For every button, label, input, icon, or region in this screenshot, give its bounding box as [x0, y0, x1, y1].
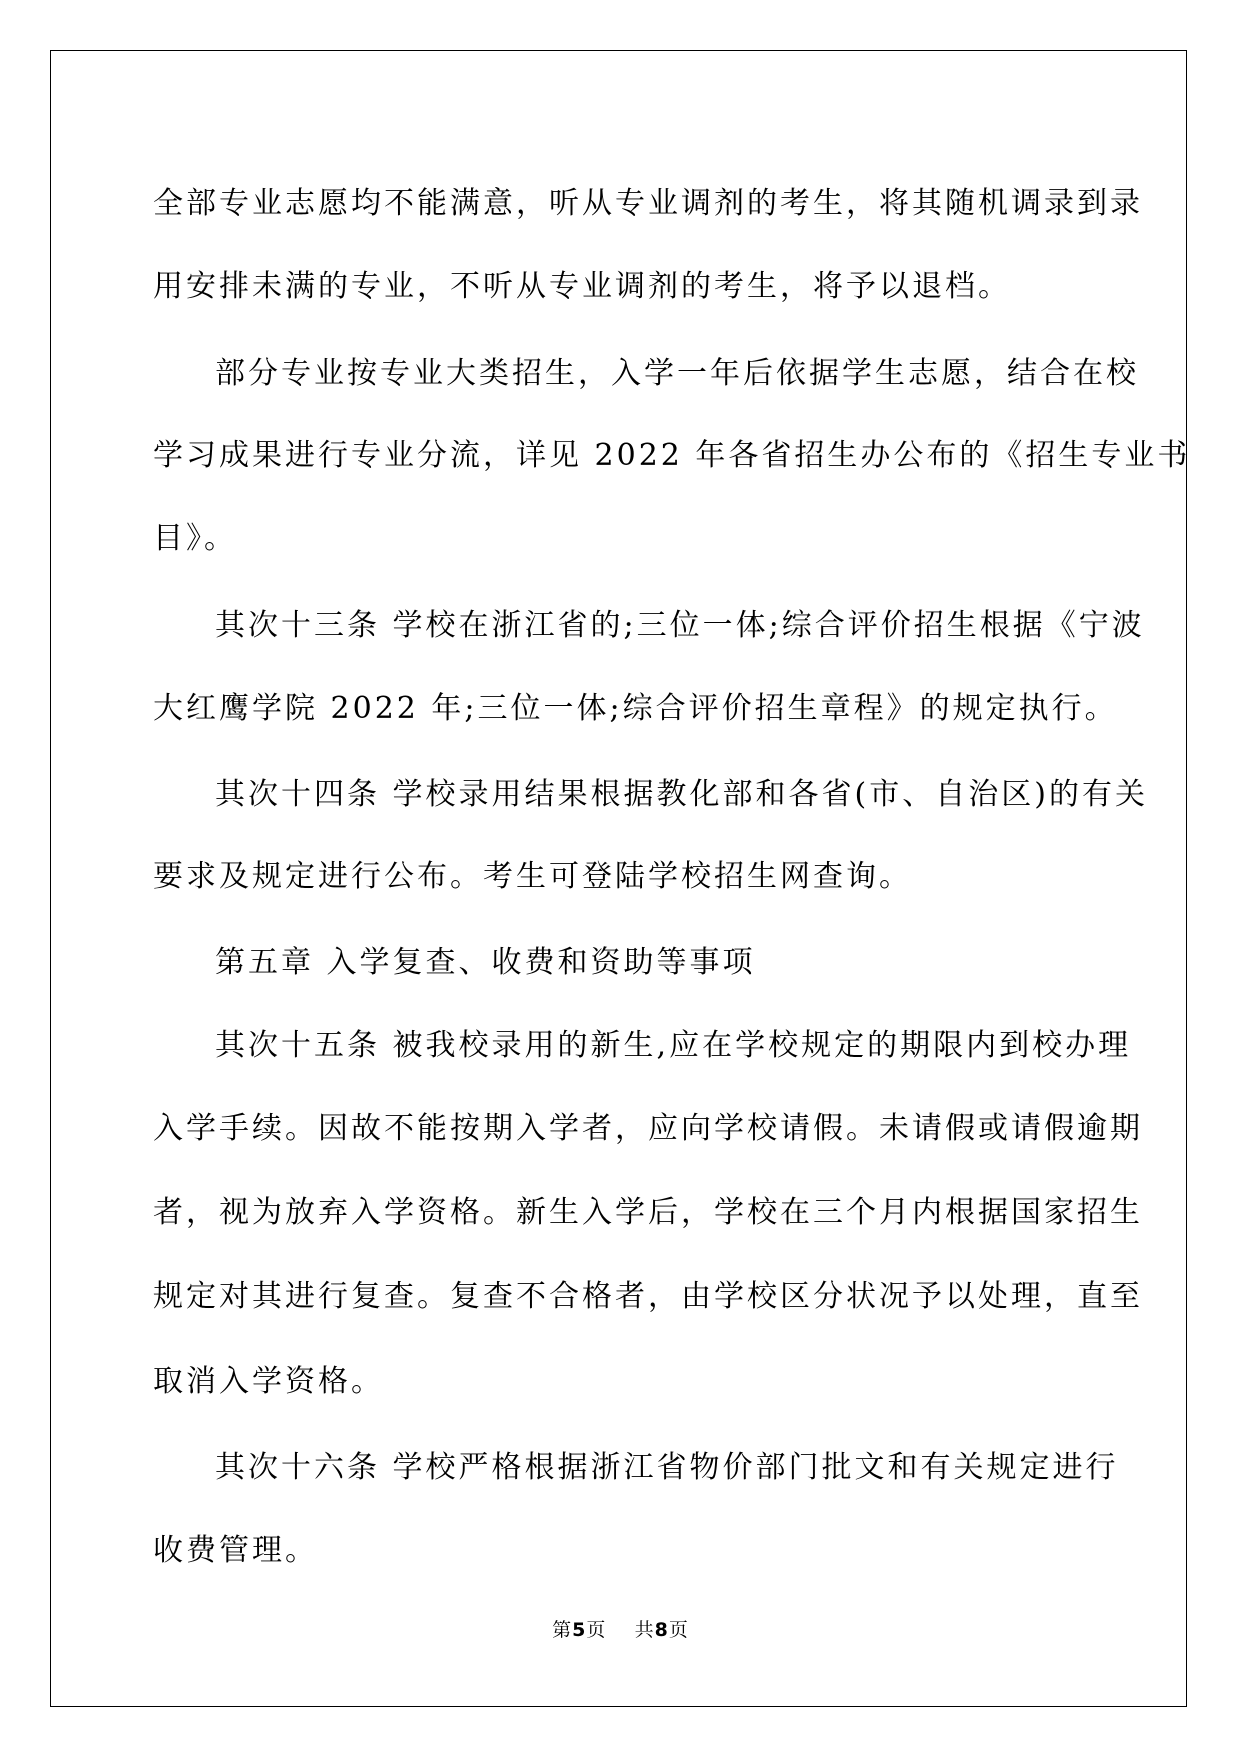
text-line: 全部专业志愿均不能满意，听从专业调剂的考生，将其随机调录到录 [153, 186, 1143, 221]
text-line: 收费管理。 [153, 1533, 318, 1568]
text-line: 大红鹰学院 2022 年;三位一体;综合评价招生章程》的规定执行。 [153, 691, 1118, 726]
text-line: 者，视为放弃入学资格。新生入学后，学校在三个月内根据国家招生 [153, 1195, 1143, 1230]
total-pages-number: 8 [654, 1619, 669, 1641]
text-line: 其次十三条 学校在浙江省的;三位一体;综合评价招生根据《宁波 [215, 608, 1145, 643]
text-line: 入学手续。因故不能按期入学者，应向学校请假。未请假或请假逾期 [153, 1111, 1143, 1146]
text-line: 要求及规定进行公布。考生可登陆学校招生网查询。 [153, 859, 912, 894]
footer-suffix: 页 [668, 1619, 689, 1641]
page-footer [0, 1615, 1241, 1642]
text-line: 规定对其进行复查。复查不合格者，由学校区分状况予以处理，直至 [153, 1279, 1143, 1314]
footer-prefix: 第 [552, 1619, 573, 1641]
current-page-number: 5 [572, 1619, 587, 1641]
footer-middle: 页 共 [586, 1619, 655, 1641]
text-line: 其次十六条 学校严格根据浙江省物价部门批文和有关规定进行 [215, 1450, 1119, 1485]
text-line: 用安排未满的专业，不听从专业调剂的考生，将予以退档。 [153, 269, 1011, 304]
chapter-heading: 第五章 入学复查、收费和资助等事项 [215, 945, 756, 980]
text-line: 目》。 [153, 521, 237, 556]
text-line: 其次十五条 被我校录用的新生,应在学校规定的期限内到校办理 [215, 1028, 1132, 1063]
text-line: 部分专业按专业大类招生，入学一年后依据学生志愿，结合在校 [215, 356, 1139, 391]
text-line: 学习成果进行专业分流，详见 2022 年各省招生办公布的《招生专业书 [153, 438, 1191, 473]
text-line: 取消入学资格。 [153, 1364, 384, 1399]
text-line: 其次十四条 学校录用结果根据教化部和各省(市、自治区)的有关 [215, 777, 1148, 812]
